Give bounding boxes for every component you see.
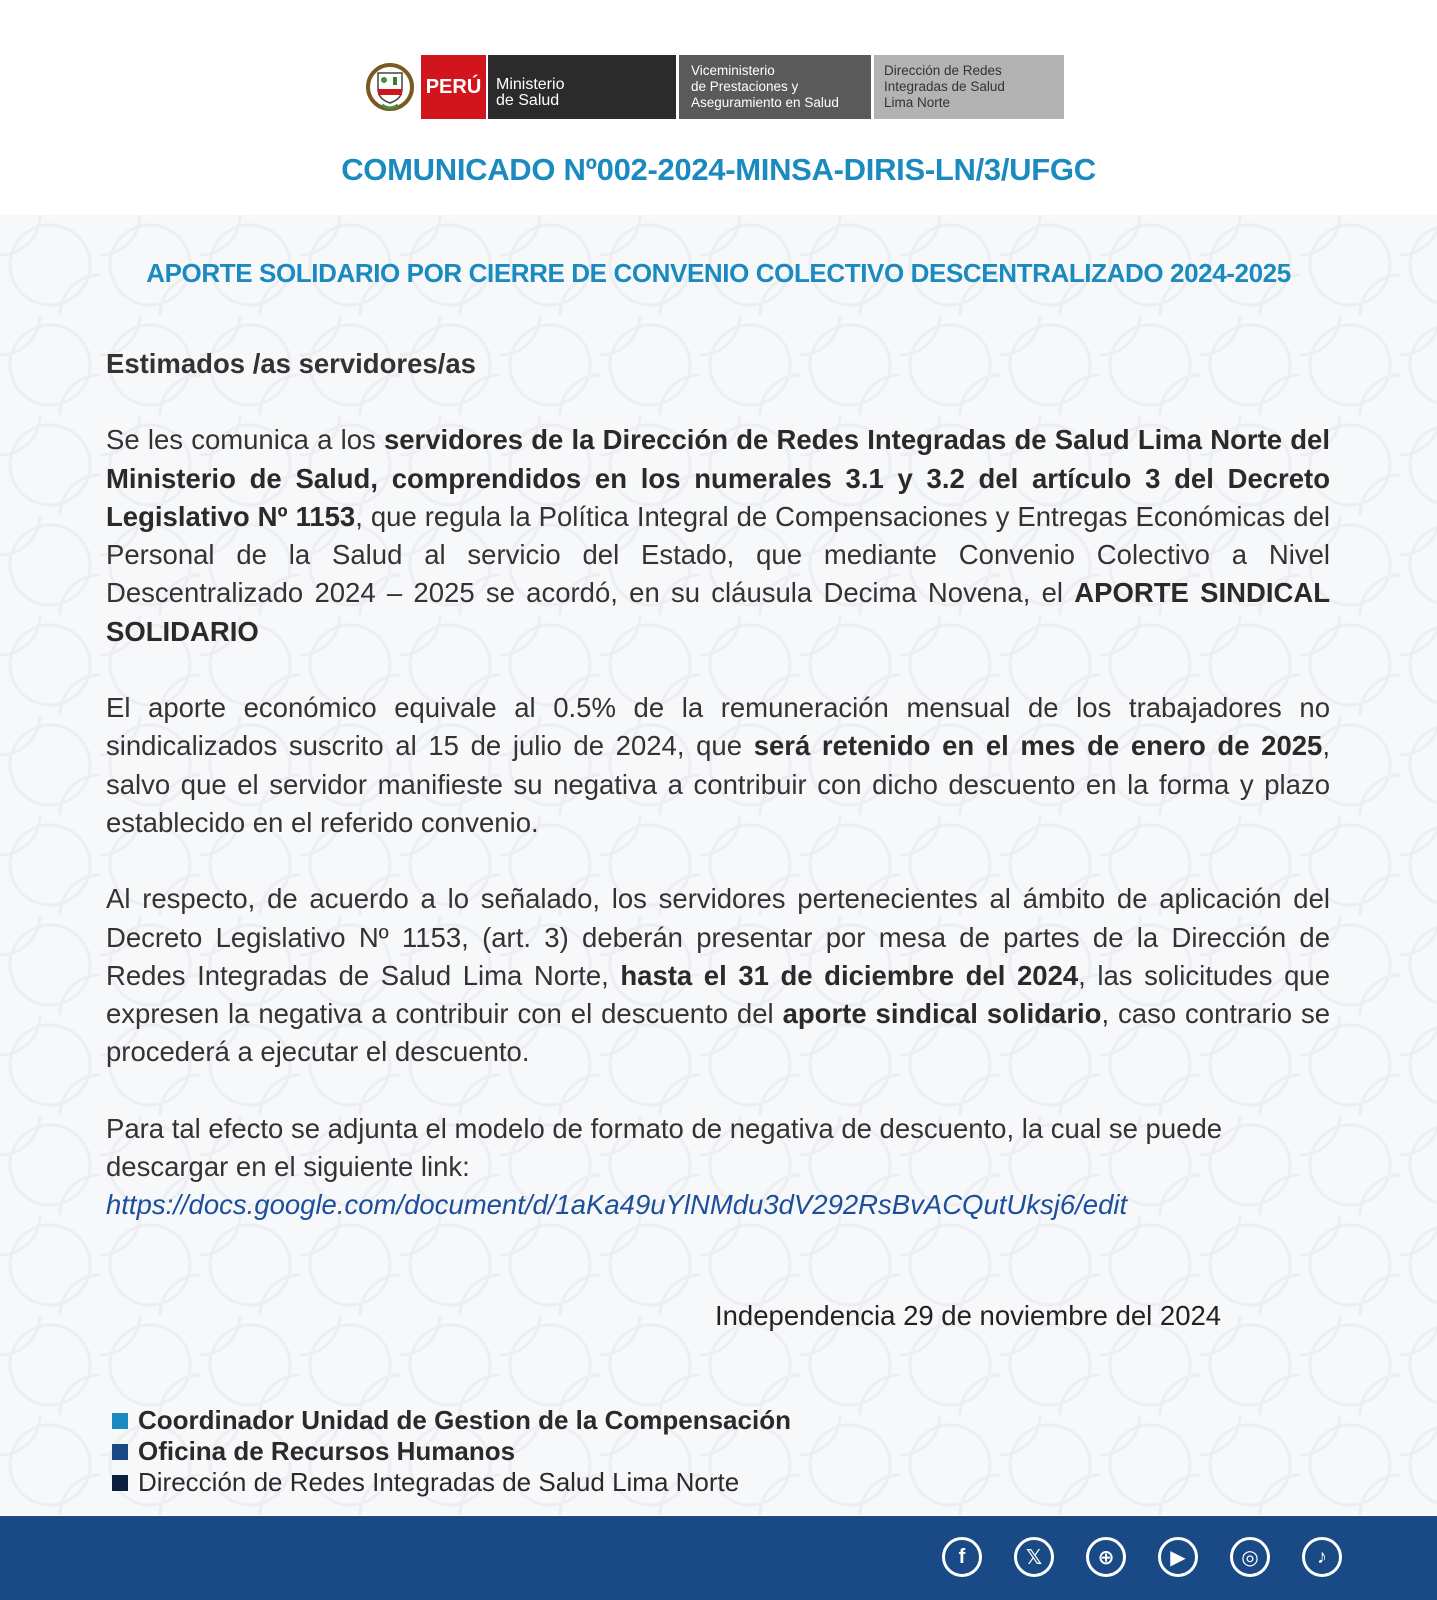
- paragraph-4: Para tal efecto se adjunta el modelo de formato de negativa de descuento, la cual se puede descargar en el siguiente link: https://docs.google.com/document/d/1aKa49uYlNMdu3dV292RsBvACQutUksj6/edit: [106, 1112, 1223, 1221]
- bullet-square-icon: [112, 1475, 128, 1491]
- social-icons: [942, 1537, 1342, 1577]
- viceministry-label: Viceministerio de Prestaciones y Aseguramiento en Salud: [679, 55, 871, 119]
- x-twitter-icon[interactable]: 𝕏: [1014, 1537, 1054, 1577]
- tiktok-icon[interactable]: ♪: [1302, 1537, 1342, 1577]
- comunicado-number: COMUNICADO Nº002-2024-MINSA-DIRIS-LN/3/UFGC: [341, 152, 1096, 187]
- youtube-icon[interactable]: ▶: [1158, 1537, 1198, 1577]
- signer-item: Coordinador Unidad de Gestion de la Compensación: [112, 1405, 791, 1436]
- paragraph-2: El aporte económico equivale al 0.5% de la remuneración mensual de los trabajadores no sindicalizados suscrito al 15 de julio de 2024, que será retenido en el mes de enero de 2025, salvo que el servidor manifieste su negativa a contribuir con dicho descuento en la forma y plazo establecido en el referido convenio.: [106, 692, 1330, 838]
- document-body: [106, 345, 1330, 1263]
- ministry-label: Ministerio de Salud: [486, 55, 676, 119]
- peru-label: PERÚ: [421, 55, 486, 119]
- facebook-icon[interactable]: f: [942, 1537, 982, 1577]
- signer-item: Dirección de Redes Integradas de Salud Lima Norte: [112, 1467, 791, 1498]
- footer-bar: [0, 1516, 1437, 1600]
- greeting: Estimados /as servidores/as: [106, 348, 476, 379]
- paragraph-3: Al respecto, de acuerdo a lo señalado, los servidores pertenecientes al ámbito de aplicación del Decreto Legislativo Nº 1153, (art. 3) deberán presentar por mesa de partes de la Dirección de Redes Integradas de Salud Lima Norte, hasta el 31 de diciembre del 2024, las solicitudes que expresen la negativa a contribuir con el descuento del aporte sindical solidario, caso contrario se procederá a ejecutar el descuento.: [106, 883, 1331, 1068]
- signers-list: [112, 1405, 791, 1498]
- paragraph-1: Se les comunica a los servidores de la Dirección de Redes Integradas de Salud Lima Norte del Ministerio de Salud, comprendidos en los numerales 3.1 y 3.2 del artículo 3 del Decreto Legislativo Nº 1153, que regula la Política Integral de Compensaciones y Entregas Económicas del Personal de la Salud al servicio del Estado, que mediante Convenio Colectivo a Nivel Descentralizado 2024 – 2025 se acordó, en su cláusula Decima Novena, el APORTE SINDICAL SOLIDARIO: [106, 424, 1330, 647]
- document-date: Independencia 29 de noviembre del 2024: [715, 1300, 1222, 1331]
- signer-item: Oficina de Recursos Humanos: [112, 1436, 791, 1467]
- document-title: APORTE SOLIDARIO POR CIERRE DE CONVENIO COLECTIVO DESCENTRALIZADO 2024-2025: [146, 258, 1291, 288]
- website-globe-icon[interactable]: ⊕: [1086, 1537, 1126, 1577]
- header-logos: [365, 55, 1064, 119]
- peru-coat-of-arms-icon: [365, 55, 415, 119]
- diris-label: Dirección de Redes Integradas de Salud Lima Norte: [874, 55, 1064, 119]
- instagram-icon[interactable]: ◎: [1230, 1537, 1270, 1577]
- download-link[interactable]: https://docs.google.com/document/d/1aKa49uYlNMdu3dV292RsBvACQutUksj6/edit: [106, 1189, 1128, 1221]
- bullet-square-icon: [112, 1444, 128, 1460]
- bullet-square-icon: [112, 1413, 128, 1429]
